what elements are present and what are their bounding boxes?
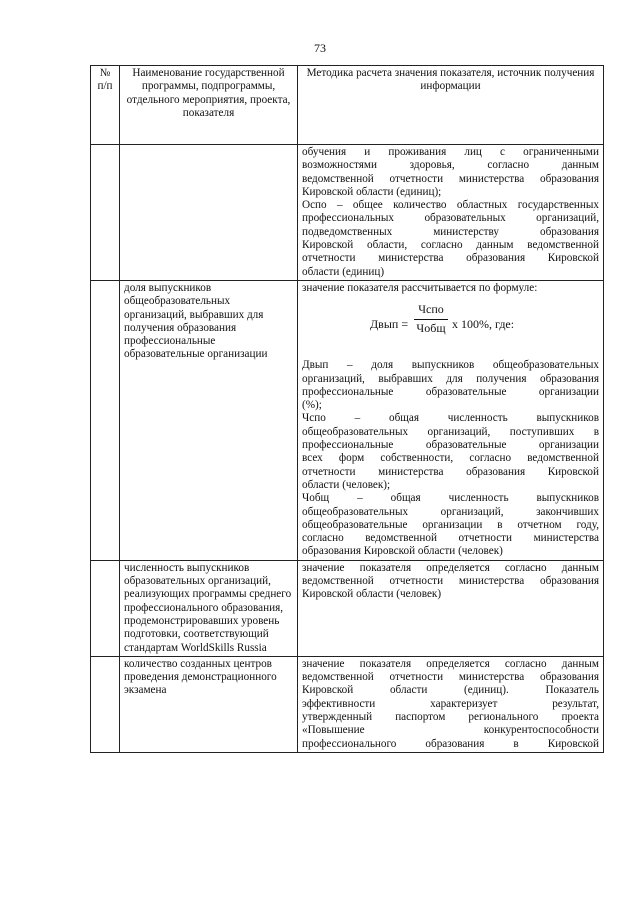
method-line: организаций, выбравших для получения образования [302,372,599,385]
formula-lhs: Двып = [370,317,409,332]
row-method-cell [298,656,604,752]
row-method-cell [298,560,604,656]
table-header-row [91,66,604,145]
method-line: ведомственной отчетности министерства образования [302,575,599,588]
formula-numerator: Чспо [414,303,448,319]
method-line: Кировской области, согласно данным ведомственной [302,239,599,252]
formula [302,295,599,359]
formula-denominator: Чобщ [416,320,446,335]
row-number-cell [91,656,120,752]
method-line: образования Кировской области (человек) [302,545,503,558]
row-number-cell [91,145,120,281]
formula-fraction [414,303,448,335]
method-line: Оспо – общее количество областных государственных [302,199,599,212]
header-name: Наименование государственной программы, подпрограммы, отдельного мероприятия, проекта, показателя [120,66,298,145]
method-line: (%); [302,399,322,412]
method-line: значение показателя определяется согласно данным [302,561,599,574]
method-line: отчетности министерства образования Кировской [302,465,599,478]
indicator-name: численность выпускников образовательных организаций, реализующих программы среднего профессионального образования, продемонстрировавших уровень подготовки, соответствующий стандартам WorldSkills Russia [120,560,298,656]
method-line: значение показателя определяется согласно данным [302,657,599,670]
method-line: ведомственной отчетности министерства образования [302,671,599,684]
method-line: всех форм собственности, согласно ведомственной [302,452,599,465]
formula-rhs: х 100%, где: [452,317,515,332]
method-line: Кировской области (человек) [302,588,442,601]
method-line: Кировской области (единиц); [302,185,442,198]
method-line: «Повышение конкурентоспособности [302,724,599,737]
method-line: профессионального образования в Кировской [302,737,599,750]
row-number-cell [91,280,120,560]
table-row [91,656,604,752]
row-name-cell [120,145,298,281]
method-line: профессиональные образовательные организации [302,439,599,452]
indicator-name: количество созданных центров проведения демонстрационного экзамена [120,656,298,752]
method-line: Кировской области (единиц). Показатель [302,684,599,697]
method-line: профессиональных образовательных организаций, [302,212,599,225]
row-method-cell [298,145,604,281]
header-number: № п/п [91,66,120,145]
method-line: общеобразовательных организаций, закончивших [302,505,599,518]
formula-intro: значение показателя рассчитывается по формуле: [302,281,538,294]
method-line: отчетности министерства образования Кировской [302,252,599,265]
method-line: возможностями здоровья, согласно данным [302,159,599,172]
method-line: области (единиц) [302,265,385,278]
table-row [91,145,604,281]
table-row [91,280,604,560]
row-method-cell [298,280,604,560]
method-line: согласно ведомственной отчетности министерства [302,532,599,545]
method-line: области (человек); [302,478,391,491]
method-line: обучения и проживания лиц с ограниченными [302,146,599,158]
method-line: эффективности характеризует результат, [302,697,599,710]
method-line: общеобразовательные организации в отчетном году, [302,518,599,531]
method-line: Чспо – общая численность выпускников [302,412,599,425]
header-method: Методика расчета значения показателя, источник получения информации [298,66,604,145]
method-line: Двып – доля выпускников общеобразовательных [302,359,599,372]
row-number-cell [91,560,120,656]
method-line: Чобщ – общая численность выпускников [302,492,599,505]
method-line: общеобразовательных организаций, поступивших в [302,425,599,438]
table-row [91,560,604,656]
indicator-table [90,65,604,753]
method-line: ведомственной отчетности министерства образования [302,172,599,185]
method-line: утвержденный паспортом регионального проекта [302,710,599,723]
indicator-name: доля выпускников общеобразовательных организаций, выбравших для получения образования профессиональные образовательные организации [120,280,298,560]
method-line: профессиональные образовательные организации [302,385,599,398]
page-number: 73 [314,41,326,55]
method-line: подведомственных министерству образования [302,225,599,238]
